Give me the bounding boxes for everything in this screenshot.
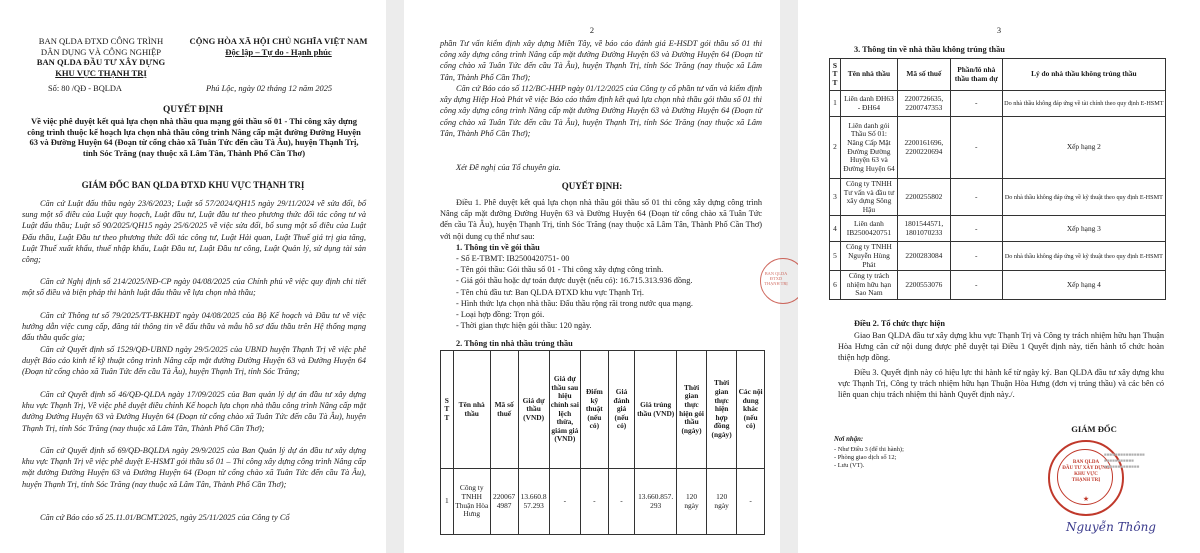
table-cell: Xếp hạng 4 [1002,271,1165,300]
table-cell: 3 [830,179,841,216]
table-cell: - [950,271,1002,300]
national-motto: Độc lập – Tự do - Hạnh phúc [225,46,332,57]
signer-title: GIÁM ĐỐC [1071,424,1117,434]
recipients-list [834,446,904,471]
table-cell: 2200161696, 2200220694 [897,117,950,179]
recipients-title: Nơi nhận: [834,436,864,443]
digital-signature-info: ■■■■■■■■■■■■■■■ ■■■■■■■■■■■ ■■■■■■■■■■■■■ [1104,452,1145,469]
column-header: Giá đánh giá (nếu có) [608,351,635,469]
issuing-org [26,36,176,78]
table-header-row [830,59,1166,91]
table-cell: 2200674987 [490,469,518,535]
table-cell: 5 [830,242,841,271]
place-and-date: Phú Lộc, ngày 02 tháng 12 năm 2025 [206,84,333,93]
document-page-3 [798,0,1200,553]
article-3-text: Điều 3. Quyết định này có hiệu lực thi hành kể từ ngày ký. Ban QLDA đầu tư xây dựng khu vực Thạnh Trị, Công ty trách nhiệm hữu hạn Thuận Hòa Hưng (đơn vị trúng thầu) và các bên có liên quan chịu trách nhiệm thi hành Quyết định này./. [838,368,1164,400]
decision-heading: QUYẾT ĐỊNH: [561,181,623,191]
section-3-heading: 3. Thông tin về nhà thầu không trúng thầu [854,45,1005,54]
column-header: Lý do nhà thầu không trúng thầu [1002,59,1165,91]
table-row [830,179,1166,216]
package-info [456,253,756,331]
table-cell: - [580,469,608,535]
table-cell: Do nhà thầu không đáp ứng về kỹ thuật theo quy định E-HSMT [1002,179,1165,216]
table-cell: - [950,216,1002,242]
proposal-line: Xét Đề nghị của Tổ chuyên gia. [456,163,561,172]
legal-basis-5: Căn cứ Quyết định số 46/QĐ-QLDA ngày 17/09/2025 của Ban quản lý dự án đầu tư xây dựng khu vực Thạnh Trị, Về việc phê duyệt điều chỉnh Kế hoạch lựa chọn nhà thầu công trình Nâng cấp mặt đường Đường Huyện 63 và Đường Huyện 64 (Đoạn từ cổng chào xã Tuân Tức đến cầu Tà Âu), huyện Thạnh Trị, tỉnh Sóc Trăng (nay thuộc xã Lâm Tân, Thành Phố Cần Thơ); [22,390,366,433]
table-cell: 2200255802 [897,179,950,216]
table-cell: 13.660.857.293 [518,469,549,535]
table-cell: 2 [830,117,841,179]
table-cell: Xếp hạng 3 [1002,216,1165,242]
section-2-heading: 2. Thông tin nhà thầu trúng thầu [456,339,573,348]
recipient-item: - Lưu (VT). [834,462,865,470]
issuing-authority: GIÁM ĐỐC BAN QLDA ĐTXD KHU VỰC THẠNH TRỊ [81,180,305,190]
info-line: - Loại hợp đồng: Trọn gói. [456,310,545,320]
page-gap [386,0,404,553]
nation-name: CỘNG HÒA XÃ HỘI CHỦ NGHĨA VIỆT NAM [189,36,368,46]
column-header: S T T [830,59,841,91]
table-row [441,469,765,535]
table-cell: Liên danh ĐH63 - ĐH64 [840,91,897,117]
document-subject: Về việc phê duyệt kết quả lựa chọn nhà thầu qua mạng gói thầu số 01 - Thi công xây dựng công trình thuộc kế hoạch lựa chọn nhà thầu công trình Nâng cấp mặt đường Đường Huyện 63 và Đường Huyện 64 (Đoạn từ cổng chào xã Tuân Tức đến cầu Tà Âu), huyện Thạnh Trị, tỉnh Sóc Trăng (nay thuộc xã Lâm Tân, Thành Phố Cần Thơ) [27,116,361,159]
page-number: 3 [996,26,1002,35]
legal-basis-2: Căn cứ Nghị định số 214/2025/NĐ-CP ngày 04/08/2025 của Chính phủ về việc quy định chi tiết một số điều và biện pháp thi hành luật đấu thầu về lựa chọn nhà thầu; [22,277,366,298]
table-cell: Liên danh gói Thầu Số 01: Nâng Cấp Mặt Đường Đường Huyện 63 và Đường Huyện 64 [840,117,897,179]
table-row [830,216,1166,242]
table-row [830,117,1166,179]
table-cell: 1801544571, 1801070233 [897,216,950,242]
column-header: Giá dự thầu (VND) [518,351,549,469]
losing-bidders-table [829,58,1166,300]
table-cell: 13.660.857.293 [635,469,677,535]
table-cell: Công ty TNHH Tư vấn và đầu tư xây dựng Sông Hậu [840,179,897,216]
legal-basis-112: Căn cứ Báo cáo số 112/BC-HHP ngày 01/12/2025 của Công ty cổ phần tư vấn và kiểm định xây dựng Hiệp Hoà Phát về việc Báo cáo thẩm định kết quả lựa chọn nhà thầu gói thầu số 01 thi công xây dựng công trình Nâng cấp mặt đường Đường Huyện 63 và Đường Huyện 64 (Đoạn từ cổng chào xã Tuân Tức đến cầu Tà Âu), huyện Thạnh Trị, tỉnh Sóc Trăng (nay thuộc xã Lâm Tân, Thành Phố Cần Thơ); [440,84,762,138]
table-cell: 2200726635, 2200747353 [897,91,950,117]
table-cell: 4 [830,216,841,242]
column-header: Tên nhà thầu [453,351,490,469]
column-header: Mã số thuế [897,59,950,91]
recipient-item: - Phòng giao dịch số 12; [834,454,897,462]
table-cell: - [950,242,1002,271]
section-1-heading: 1. Thông tin về gói thầu [456,243,540,252]
page-number: 2 [589,26,595,35]
column-header: Thời gian thực hiện gói thầu (ngày) [677,351,707,469]
table-cell: - [608,469,635,535]
info-line: - Tên gói thầu: Gói thầu số 01 - Thi công xây dựng công trình. [456,265,664,275]
document-title: QUYẾT ĐỊNH [163,105,223,115]
column-header: S T T [441,351,454,469]
continued-basis: phần Tư vấn kiểm định xây dựng Miền Tây, về báo cáo đánh giá E-HSDT gói thầu số 01 thi công xây dựng công trình Nâng cấp mặt đường Đường Huyện 63 và Đường Huyện 64 (Đoạn từ cổng chào xã Tuân Tức đến cầu Tà Âu), huyện Thạnh Trị, tỉnh Sóc Trăng (nay thuộc xã Lâm Tân, Thành Phố Cần Thơ); [440,39,762,82]
table-cell: 2200283084 [897,242,950,271]
info-line: - Hình thức lựa chọn nhà thầu: Đấu thầu rộng rãi trong nước qua mạng. [456,298,693,308]
org-line-3: BAN QLDA ĐẦU TƯ XÂY DỰNG [36,57,166,68]
table-cell: 2200553076 [897,271,950,300]
column-header: Mã số thuế [490,351,518,469]
official-seal: BAN QLDA ĐẦU TƯ XÂY DỰNG KHU VỰC THẠNH TRỊ ★ [1048,440,1124,516]
legal-basis-4: Căn cứ Quyết định số 1529/QĐ-UBND ngày 29/5/2025 của UBND huyện Thạnh Trị về việc phê duyệt Báo cáo kinh tế kỹ thuật công trình Nâng cấp mặt đường Đường Huyện 63 và Đường Huyện 64 (Đoạn từ cổng chào xã Tuân Tức đến cầu Tà Âu), huyện Thạnh Trị, tỉnh Sóc Trăng; [22,345,366,377]
table-cell: Do nhà thầu không đáp ứng về kỹ thuật theo quy định E-HSMT [1002,242,1165,271]
table-row [830,271,1166,300]
legal-basis-1: Căn cứ Luật đấu thầu ngày 23/6/2023; Luật số 57/2024/QH15 ngày 29/11/2024 về sửa đổi, bổ sung một số điều của Luật quy hoạch, Luật đầu tư, Luật đầu tư theo phương thức đối tác công tư và Luật đấu thầu; Luật số 90/2025/QH15 ngày 25/6/2025 về việc sửa đổi, bổ sung một số điều của Luật Đấu thầu, Luật Đầu tư theo phương thức đối tác công tư, Luật Hải quan, Luật Thuế giá trị gia tăng, Luật Thuế xuất khẩu, thuế nhập khẩu, Luật Đầu tư, Luật Đầu tư công, Luật Quản lý, sử dụng tài sản công; [22,199,366,265]
org-line-1: BAN QLDA ĐTXD CÔNG TRÌNH [38,36,164,46]
table-row [830,91,1166,117]
table-cell: - [950,91,1002,117]
table-cell: Liên danh IB2500420751 [840,216,897,242]
org-line-2: DÂN DỤNG VÀ CÔNG NGHIỆP [40,46,162,57]
column-header: Giá dự thầu sau hiệu chỉnh sai lệch thừa, giảm giá (VND) [549,351,580,469]
table-cell: Công ty TNHH Nguyễn Hùng Phát [840,242,897,271]
table-cell: 1 [830,91,841,117]
recipient-item: - Như Điều 3 (để thi hành); [834,446,904,453]
article-1: Điều 1. Phê duyệt kết quả lựa chọn nhà thầu gói thầu số 01 thi công xây dựng công trình Nâng cấp mặt đường Đường Huyện 63 và Đường Huyện 64 (Đoạn từ cổng chào xã Tuân Tức đến cầu Tà Âu), huyện Thạnh Trị, tỉnh Sóc Trăng (nay thuộc xã Lâm Tân, Thành Phố Cần Thơ) với nội dung cụ thể như sau: [440,198,762,241]
column-header: Thời gian thực hiện hợp đồng (ngày) [707,351,737,469]
article-2-heading: Điều 2. Tổ chức thực hiện [854,319,945,328]
partial-seal-stamp: BAN QLDA ĐTXD THẠNH TRỊ [760,258,806,304]
column-header: Điểm kỹ thuật (nếu có) [580,351,608,469]
table-cell: Công ty TNHH Thuận Hòa Hưng [453,469,490,535]
column-header: Tên nhà thầu [840,59,897,91]
table-cell: 1 [441,469,454,535]
table-cell: 120 ngày [677,469,707,535]
org-line-4: KHU VỰC THẠNH TRỊ [55,67,147,78]
info-line: - Tên chủ đầu tư: Ban QLDA ĐTXD khu vực Thạnh Trị. [456,287,644,297]
table-cell: - [950,179,1002,216]
legal-basis-6: Căn cứ Quyết định số 69/QĐ-BQLDA ngày 29/9/2025 của Ban Quản lý dự án đầu tư xây dựng khu vực Thạnh Trị về việc phê duyệt E-HSMT gói thầu số 01 – Thi công xây dựng công trình Nâng cấp mặt đường Đường Huyện 63 và Đường Huyện 64 (Đoạn từ cổng chào xã Tuân Tức đến cầu Tà Âu), huyện Thạnh Trị, tỉnh Sóc Trăng (nay thuộc xã Lâm Tân, Thành Phố Cần Thơ); [22,446,366,489]
table-cell: 120 ngày [707,469,737,535]
table-cell: - [549,469,580,535]
table-cell: 6 [830,271,841,300]
article-2-text: Giao Ban QLDA đầu tư xây dựng khu vực Thạnh Trị và Công ty trách nhiệm hữu hạn Thuận Hòa Hưng căn cứ nội dung được phê duyệt tại Điều 1 Quyết định này, tiến hành tổ chức hoàn thiện hợp đồng. [838,331,1164,363]
column-header: Giá trúng thầu (VND) [635,351,677,469]
document-page-1 [0,0,386,553]
document-page-2 [404,0,788,553]
winning-bidder-table [440,350,765,535]
info-line: - Giá gói thầu hoặc dự toán được duyệt (nếu có): 16.715.313.936 đồng. [456,276,693,286]
document-number: Số: 80 /QĐ - BQLDA [48,84,122,93]
handwritten-signature: Nguyễn Thông [1066,520,1156,534]
legal-basis-3: Căn cứ Thông tư số 79/2025/TT-BKHĐT ngày 04/08/2025 của Bộ Kế hoạch và Đầu tư về việc hướng dẫn việc cung cấp, đăng tải thông tin về đấu thầu và mẫu hồ sơ đấu thầu trên Hệ thống mạng đấu thầu quốc gia; [22,311,366,343]
table-cell: Công ty trách nhiệm hữu hạn Sao Nam [840,271,897,300]
table-cell: Do nhà thầu không đáp ứng về tài chính theo quy định E-HSMT [1002,91,1165,117]
table-cell: Xếp hạng 2 [1002,117,1165,179]
column-header: Phần/lô nhà thầu tham dự [950,59,1002,91]
national-header [176,36,381,57]
table-cell: - [737,469,765,535]
legal-basis-7: Căn cứ Báo cáo số 25.11.01/BCMT.2025, ngày 25/11/2025 của Công ty Cổ [40,513,290,522]
column-header: Các nội dung khác (nếu có) [737,351,765,469]
table-row [830,242,1166,271]
info-line: - Số E-TBMT: IB2500420751- 00 [456,254,570,263]
info-line: - Thời gian thực hiện gói thầu: 120 ngày. [456,321,592,331]
table-cell: - [950,117,1002,179]
table-header-row [441,351,765,469]
